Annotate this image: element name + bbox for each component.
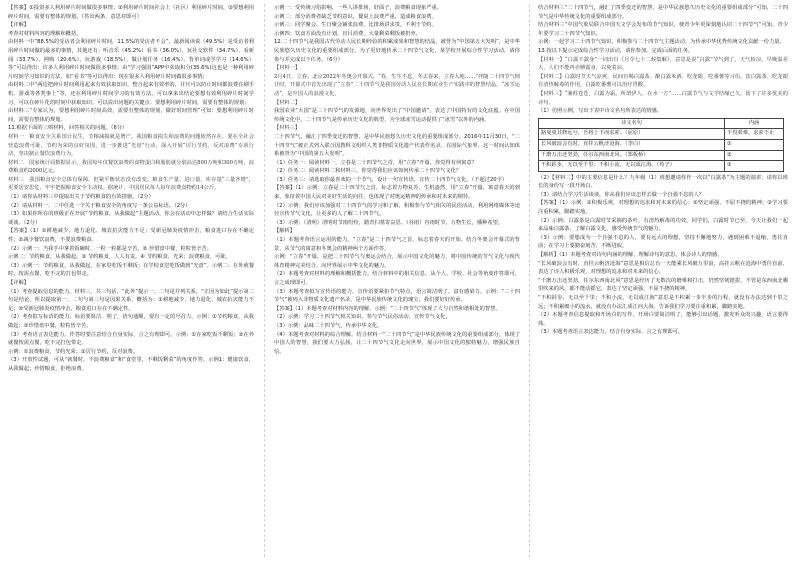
poem-table-header-cell: 诗文名句 <box>539 118 725 129</box>
paragraph: （1）考查提取信息的能力。材料三，共三句话，“此外”提示一、二句是并列关系，“正因为如此”提示第二句是结论，所以提取第一、二句与第三句是因果关系，概括为：①耕地减少、地力退化、城农抗灾能力不足；②受新冠肺炎疫情冲击，粮食进口存在不确定性。 <box>8 288 254 312</box>
paragraph: （2）任务二：阅读材料二和材料三，你觉得我们应该如何传承二十四节气文化？ <box>274 168 462 175</box>
paragraph: （2）本题考查信息提取和开场白的写作。开场白要简洁明了，能够引出话题，激发听众的兴趣，语言要得体。 <box>538 312 788 327</box>
paragraph: 材料二 国家统计局数据显示，我国每年仅餐饮浪费的食物蛋白和脂肪就分别高达800万吨和300万吨，浪费粮食约2000亿元。 <box>8 159 254 175</box>
paragraph: （1）仿照示例，写出下表中诗文名句所表达的情感。 <box>538 108 663 115</box>
paragraph: 【详解】 <box>8 280 29 286</box>
paragraph: 示例二：部分消费者缺乏节约意识，餐桌上浪费严重，造成粮食浪费。 <box>274 13 437 20</box>
paragraph: （3）示例一：节约粮食，从我做起，在家里吃饭不剩饭；在学校食堂吃饭做到“光盘”。示例二：在外就餐时，按需点餐，吃不完的打包带走。 <box>8 262 254 278</box>
paragraph: 【材料三】“蒹葭苍苍，白露为霜。所谓伊人，在水一方”……白露节气与文学结缘已久，留下了许多优美的诗句。 <box>538 90 788 106</box>
paragraph: 【答案】（1）本题考查对材料内容的理解，示例：“二十四节气”体现了人与自然和谐相处的智慧。 <box>274 305 501 312</box>
paragraph: 【材料二】 <box>274 99 301 106</box>
poem-table <box>538 118 784 172</box>
paragraph: 【材料二】白露时节天气凉爽，民间有喝白露茶、酿白露米酒、吃龙眼、吃番薯等习俗，饮白露茶、吃龙眼有清热解毒的作用，白露吃番薯可以治疗胃酸。 <box>538 73 788 89</box>
paragraph: 【详解】 <box>8 22 29 29</box>
paragraph: 【解析】 <box>274 228 295 235</box>
paragraph: 11.根据下面的三则材料，回答相关的问题。（6分） <box>8 125 128 132</box>
table-row <box>539 129 784 140</box>
paragraph: 示例：“立春”开篇，是把二十四节气与奥运会结合，展示中国文化的魅力，将中国传统的节气文化与现代体育精神完美结合，向世界展示中华文化的魅力。 <box>274 254 520 269</box>
paragraph: 考查对材料内容的理解和概括。 <box>8 30 82 37</box>
paragraph: （2）本题考查对材料的理解和概括能力。结合材料中的相关信息，从个人、学校、社会等角度作答即可，言之成理即可。 <box>274 271 520 286</box>
paragraph: 示例：①浪费粮食，节约光荣；②厉行节约，反对浪费。 <box>8 348 139 355</box>
paragraph: （2）示例：我们应该加强对二十四节气的学习和了解，积极参与节气相关的民俗活动，利用网络媒体等途径宣传节气文化，让更多的人了解二十四节气。 <box>274 202 520 218</box>
poem-table-header-cell: 内涵 <box>725 118 784 129</box>
paragraph: （2）请从材料一、二中任选一个关于粮食安全的角度写一条公益标语。（2分） <box>8 202 191 209</box>
table-row <box>539 150 784 161</box>
table-cell: 长风破浪会有时，直挂云帆济沧海。（李白） <box>539 139 725 150</box>
paragraph: 我国农业“大国”是二十四节气的发源地，向世界发出了“中国邀请”，表达了中国特有的文化底蕴。在中国传统文化中，二十四节气是传承历史文化的典型，为全球冰雪运动提供了“冰雪”以外的内涵。 <box>274 108 520 123</box>
paragraph: 示例四：饮食方面没有计划，盲目消费，大量剩菜剩饭被扔弃。 <box>274 30 421 37</box>
paragraph: 2月4日，立春。北京2022年冬奥会开幕式，“春，生生不息，冬去春来，立春大地……”伴随二十四节气倒计时，开幕式中首先出现了“立春”二十四节气是我国劳动人民在长期农业生产实践中的智慧结晶，“冰雪运动”，是中国人的浪漫文化。 <box>274 73 520 97</box>
column-right-answers <box>538 174 788 337</box>
paragraph: 【解析】（1）本题考查对诗句内涵的理解，理解诗句的意思，体会诗人的情感。 <box>538 252 723 259</box>
paragraph: （1）请你从材料三中提取出关于节约粮食的有效措施。（2分） <box>8 194 154 201</box>
paragraph: 结合材料三“二十四节气，融汇了四季变迁的智慧，是中华民族悠久历史文化的重要组成部分”可知，二十四节气是中华传统文化的重要组成部分。 <box>538 5 788 20</box>
paragraph: 材料三 我国粮食安全总体有保障，但紧平衡状态没有改变。粮食生产量、进口量、库存量“三量齐增”，更要居安思危，牢牢把握粮食安全主动权。据统计，中国居民每人每年浪费食物约14公斤。 <box>8 176 254 192</box>
column-divider <box>529 4 530 557</box>
paragraph: （3）示例：品味二十四节气，传承中华文化。 <box>274 322 383 329</box>
table-cell: 不畏艰难，求索不止 <box>725 129 784 140</box>
table-row <box>539 161 784 172</box>
column-middle <box>274 4 520 557</box>
paragraph: （3）示例：（清明）清明时节雨纷纷，踏青扫墓寄哀思。（谷雨）谷雨时节，万物生长，播种希望。 <box>274 219 504 226</box>
table-cell: ③ <box>725 161 784 172</box>
table-cell: 不积跬步，无以至千里；不积小流，无以成江海。（荀子） <box>539 161 725 172</box>
paragraph: 由材料一中“88.5%的受访者会利用碎片时间，11.5%的受访者不会”，最新阅读说（49.5%）是受访者利用碎片时间做的最多的事情，其他还有：听音乐（45.2%）看书（36.0%）、玩社交软件（34.7%）、看新闻（33.7%）、网购（20.6%）、玩游戏（18.5%）、做计划任务（16.4%）、背单词或学学习（14.6%）等”可以得出：许多人利用碎片时间做很多事情；由“学习强国”APP中获取积分(35.6%)这也是一种利用碎片时间学习知识的方法，如“看书”等可以得出：现在很多人利用碎片时间做很多事情； <box>8 39 254 80</box>
table-cell: ① <box>725 139 784 150</box>
paragraph: “不积跬步，无以至千里；不积小流，无以成江海”意思是不积累一步半步的行程，就没有办法达到千里之远；不积累细小的流水，就没有办法汇成江河大海，告诉我们学习要注重积累，脚踏实地。 <box>538 295 788 310</box>
column-left <box>8 4 254 557</box>
paragraph: （3）请结合学习生活谈谈，你从我们应该怎样去做一个自强不息的人？ <box>538 191 705 198</box>
paragraph: 【答案】①投资多人利用碎片时间做很多事情；②利用碎片时间社会上（社区）利用碎片时间，③要想利用碎片时间，需要有整体的规划。（答出两条，意思对即可） <box>8 5 254 20</box>
paragraph: （3）示例：要想成为一个自强不息的人，要有远大的理想，坚持不懈地努力，遇到困难不退缩，勇往直前；在学习上要勤奋刻苦，不断进取。 <box>538 234 788 250</box>
paragraph: 示例三：同学聚会、生日聚会铺张浪费，比排场讲求贵，不利于节约。 <box>274 22 437 29</box>
table-row <box>539 139 784 150</box>
paragraph: （3）开放性试题，可从“就餐时，不浪费粮食”和“食堂里，不剩饭剩菜”的角度作答。示例1：健康饮食，从我做起；珍惜粮食，拒绝浪费。 <box>8 357 254 372</box>
paragraph: （2）考查拟写标语的能力。标语要简洁、明了，语句通顺，要有一定的号召力。示例：①节约粮食，从我做起；②珍惜盘中餐，粒粒皆辛苦。 <box>8 314 254 329</box>
paragraph: （2）示例：学习二十四节气相关知识，参与节气民俗活动，宣传节气文化。 <box>274 314 451 321</box>
paragraph: 示例一：受传统习俗影响，一些人讲排场，好面子，浪费粮食现象严重。 <box>274 5 442 11</box>
paragraph: （4）本题考查对材料的综合理解。结合材料一“二十四节气”是中华民族传统文化的重要组成部分，体现了中国人的智慧，我们要大力弘扬，让二十四节气文化走向世界，展示中国文化的独特魅力，增强民族自信。 <box>274 331 520 355</box>
paragraph: （3）本题考查拟写宣传语的能力。宣传语要紧扣节气特点，语言简洁明了，富有感染力。示例：“二十四节气”被列入非物质文化遗产名录，是中华民族传统文化的瑰宝，我们要好好传承。 <box>274 288 520 304</box>
paragraph: （3）考查语言表达能力。作答时要注意结合自身实际，言之有理即可。示例：①在家吃饭不剩饭；②在外就餐按需点餐，吃不完打包带走。 <box>8 331 254 347</box>
paragraph: 【材料三】 <box>274 125 301 132</box>
paragraph: 示例二：节约粮食，从我做起。③ 节约粮食，人人有责。④ 节约粮食，光荣；浪费粮食，可耻。 <box>8 254 231 261</box>
paragraph: 【答案】（1）示例：立春是二十四节气之首，标志着万物复苏、生机盎然，用“立春”开篇，寓意春天的到来，象征着中国人民对美好生活的向往，也体现了对奥运精神的传承和对未来的期待。 <box>274 185 520 201</box>
paragraph: 【材料一】“白露不露身”一词出自《月令七十二候集解》，意思是说“白露”节气到了，天气转凉，早晚温差大，人们不能再赤膊露身，以免着凉。 <box>538 56 788 72</box>
column-right <box>538 4 788 557</box>
table-cell: 千磨万击还坚劲，任尔东西南北风。（郑板桥） <box>539 150 725 161</box>
paragraph: 材料一 粮食安全关系国计民生，节粮减损就是增产。我国粮食损失和浪费的问题依然存在，要在全社会营造浪费可耻、节约为荣的良好氛围，进一步推进“光盘”行动，深入开展“厉行节约、反对浪费”专项行动，坚决制止餐饮浪费行为。 <box>8 133 254 158</box>
paragraph: 【答案】（1）①耕地减少、地力退化、城农抗灾能力不足；受新冠肺炎疫情冲击，粮食进口存在不确定性；②减少餐饮浪费，不要浪费粮食。 <box>8 228 254 244</box>
paragraph: 结合材料三“中国气象局联合中国天文学会发布的节气知识，使青少年更深刻地认识二十四节气”可知，青少年要学习二十四节气知识。 <box>538 22 788 37</box>
table-cell: ② <box>725 150 784 161</box>
paragraph: “长风破浪会有时，直挂云帆济沧海”意思是相信总有一天能乘长风破万里浪，高挂云帆在沧海中勇往直前，表达了诗人积极乐观、对理想的追求和对未来的信心。 <box>538 260 788 276</box>
paragraph: 由材料三“专家认为，要想利用碎片时间高效，需要有整体的规划，做好时间管理”可知：要想利用碎片时间，需要有整体的规划。 <box>8 108 254 123</box>
paragraph: （1）本题考查语言运用的能力。“立春”是二十四节气之首，标志着春天的开始。结合冬奥会开幕式的背景，从节气的寓意和冬奥会的精神两个方面作答。 <box>274 237 520 252</box>
table-cell: 路曼曼其修远兮，吾将上下而求索。（屈原） <box>539 129 725 140</box>
paragraph: 二十四节气，融汇了四季变迁的智慧，是中华民族悠久历史文化的重要组成部分。2016年11月30日，“二十四节气”被正式列入联合国教科文组织人类非物质文化遗产代表作名录，在国际气象界，这一时间认知体系被誉为“中国的第五大发明”。 <box>274 133 520 158</box>
paragraph: 由材料二中“两边把碎片时间利用起来有效获取知识，整合起来有效率的，并且可以防止时间都浪费在刷手机、游戏等各类事上”等，还在利用碎片时间学习的有效方法。可以拿来出结论要想有效利用碎片时间学习，可以在碎片化的时间中获取知识。可以说出问题的关键点：要想利用碎片时间，需要有整体的规划； <box>8 82 254 106</box>
paragraph: 【答案】（1）示例：①积极乐观，对理想的追求和对未来的信心；②坚定顽强，不屈不挠的精神；③学习要注重积累，脚踏实地。 <box>538 200 788 216</box>
paragraph: （2）示例一：当我手中拿着饭碗时，一粒一粒都是辛苦。② 珍惜盘中餐，粒粒皆辛苦。 <box>8 245 212 252</box>
paragraph: （2）示例：白露茶是白露时节采摘的茶叶，有清热解毒的功效。同学们，白露时节已至，今天让我们一起来品味白露茶，了解白露文化，感受传统节气的魅力。 <box>538 217 788 233</box>
paragraph: 13.按以下提示完成综合性学习活动，请你参加，完成后面的任务。 <box>538 47 694 54</box>
paragraph: （3）本题考查语言表达能力，结合自身实际，言之有理即可。 <box>538 329 684 336</box>
paragraph: “千磨万击还坚劲，任尔东西南北风”意思是经历了无数次的磨难和打击，仍然坚韧挺拔，不管是东西南北哪里吹来的风，都不能动摇它，表达了坚定顽强、不屈不挠的精神。 <box>538 277 788 293</box>
column-right-intro <box>538 4 788 116</box>
paragraph: 12.二十四节气是我国古代劳动人民长期经验的积累成果和智慧的结晶，被誉为“中国第五大发明”，是中华民族悠久历史文化的重要组成部分。为了更好地传承二十四节气文化，某学校开展综合性学习活动，请你参与并完成以下任务。（6分） <box>274 39 520 63</box>
column-divider <box>264 4 265 557</box>
paragraph: 示例：一起学习二十四节气知识，积极参与二十四节气主题活动，为传承中华优秀传统文化贡献一份力量。 <box>538 39 785 46</box>
paragraph: 【材料一】 <box>274 65 301 72</box>
paragraph: （3）如果你所在的班级正在开展“节约粮食，从我做起”主题活动，你会在活动中怎样做？请结合生活实际谈谈。（2分） <box>8 211 254 226</box>
paragraph: （2）【材料二】中的主要信息是什么？九年级（1）班想邀请你作一次以“白露茶”为主题的演讲，请你以班长的身份写一段开场白。 <box>538 174 788 190</box>
paragraph: （3）任务三：请选取你最喜欢的一个节气，设计一句宣传语，宣传二十四节气文化。（不超过20字） <box>274 176 508 183</box>
paragraph: （1）任务一：阅读材料一，立春是二十四节气之首，用“立春”开篇，你觉得有何寓意？ <box>274 159 478 166</box>
poem-table-header <box>539 118 784 129</box>
